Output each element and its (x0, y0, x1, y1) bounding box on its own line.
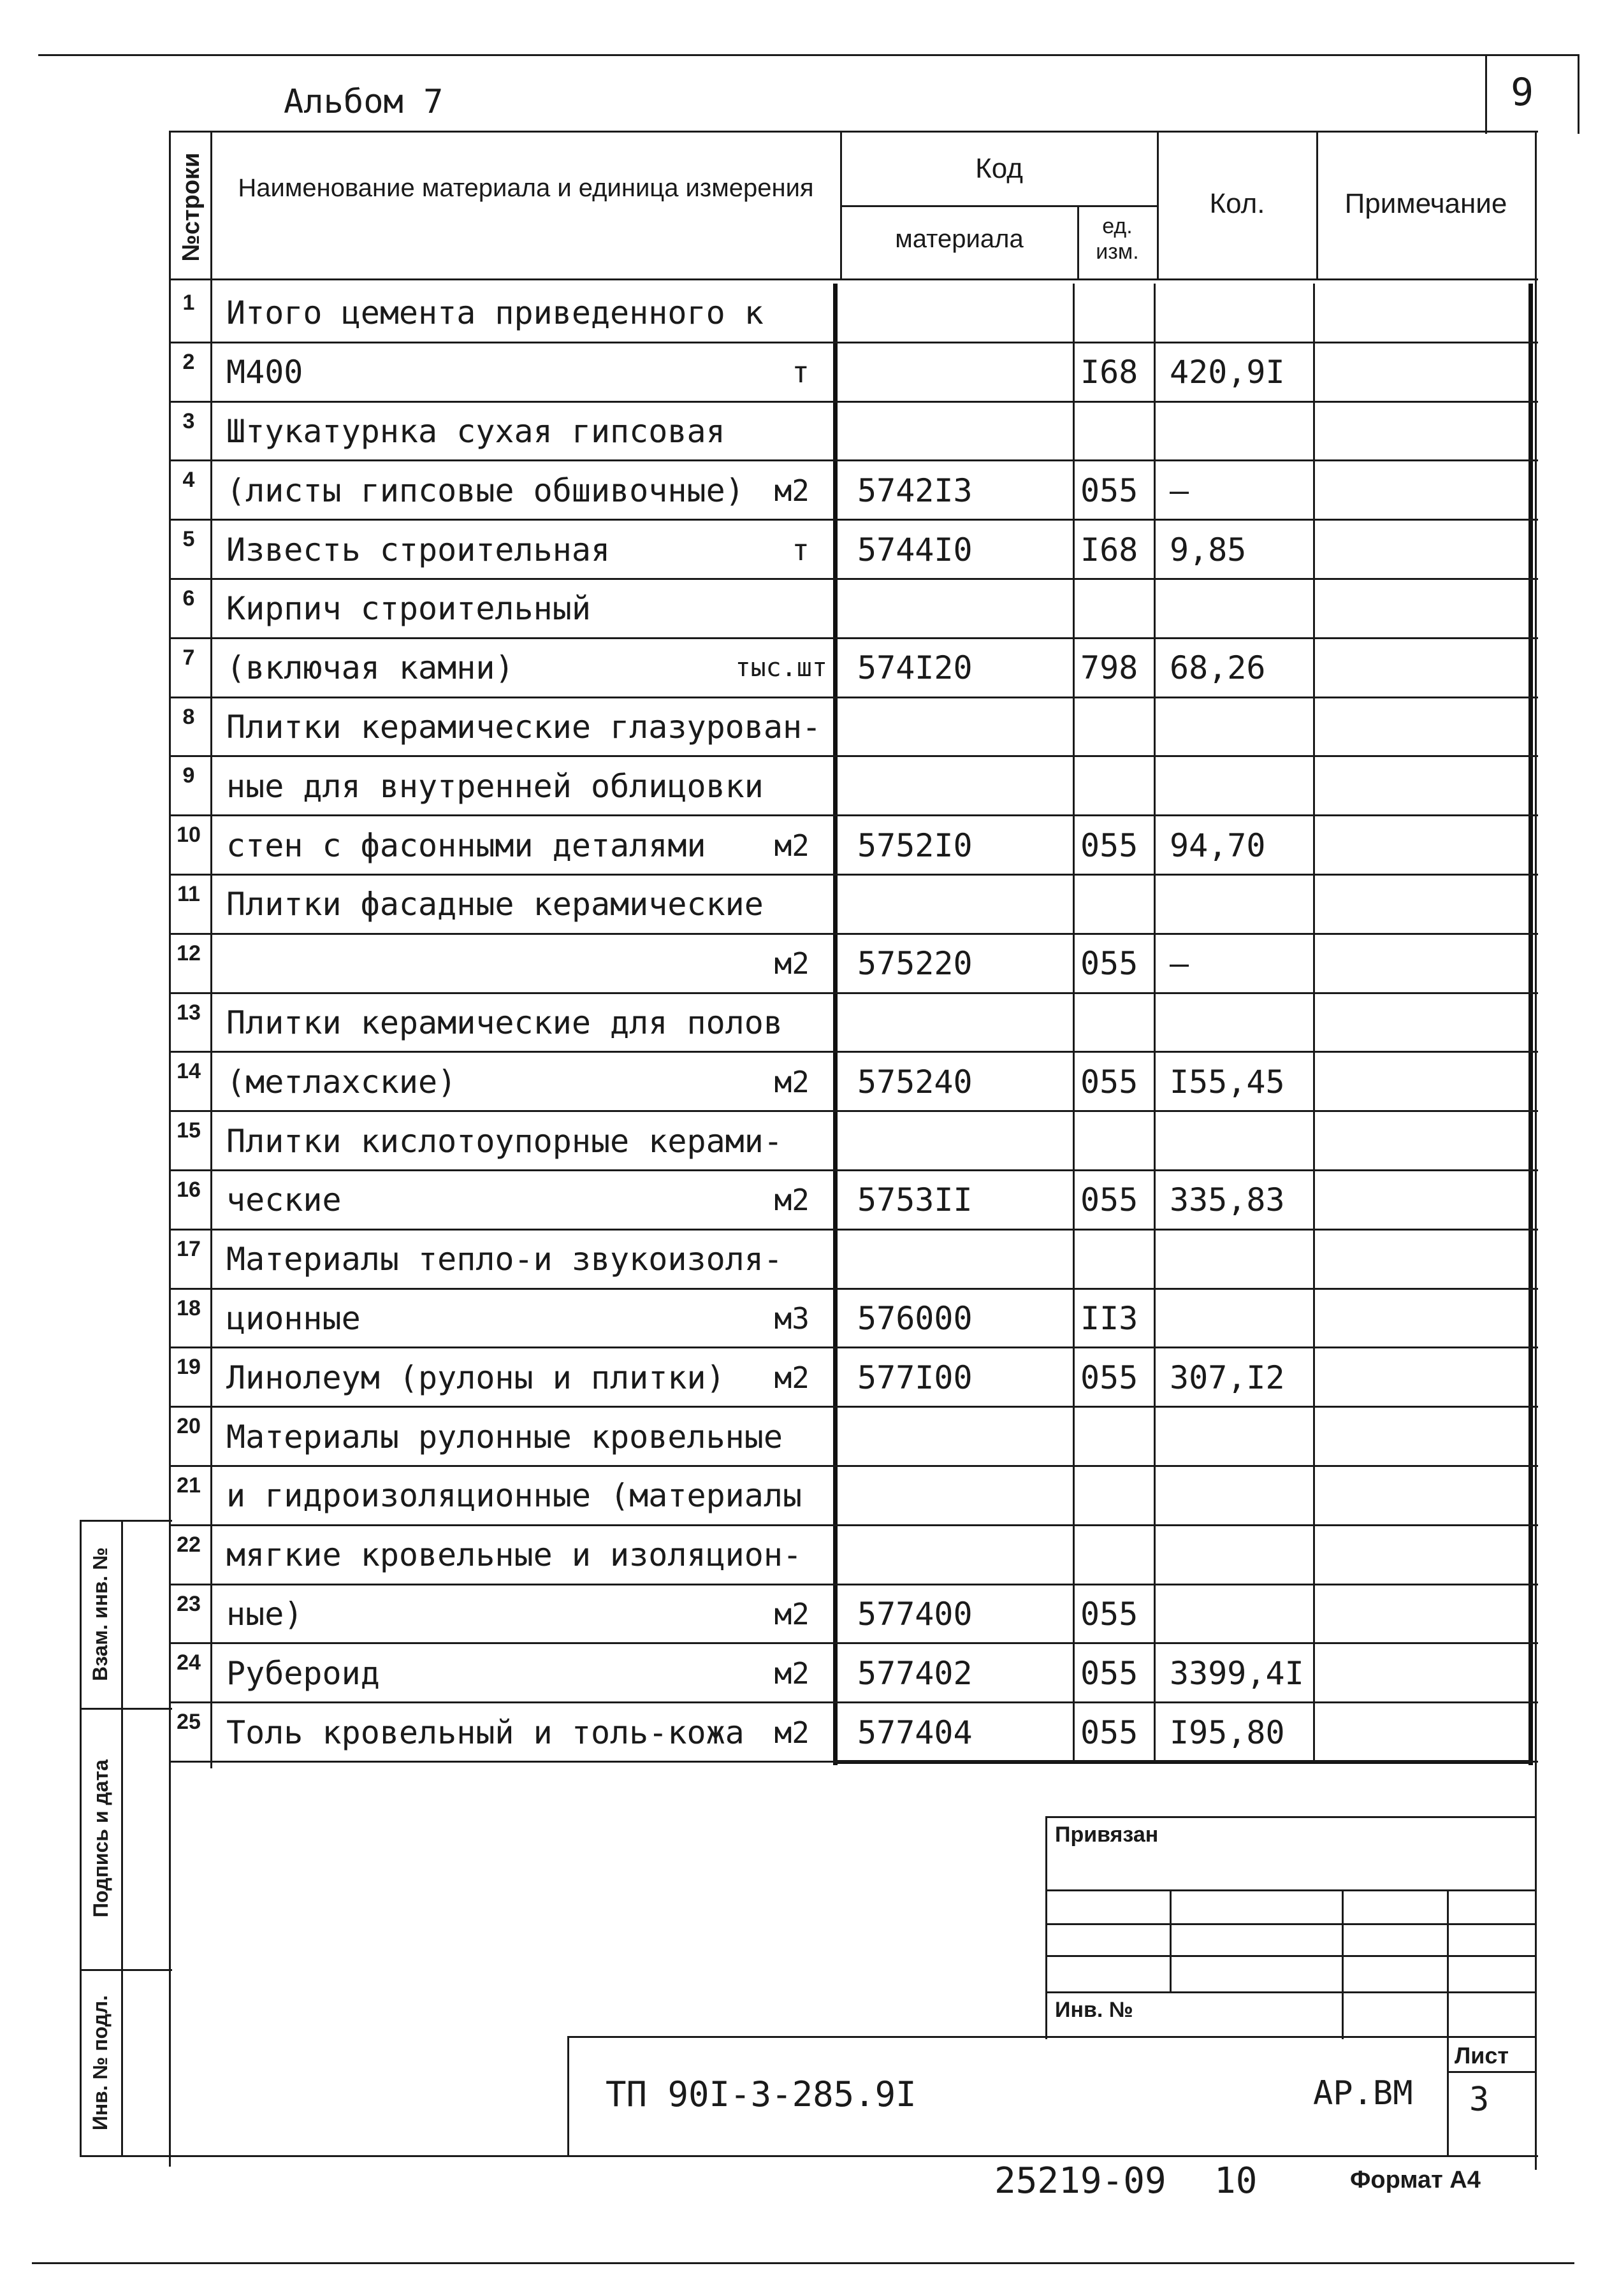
row-divider (169, 1288, 1538, 1290)
bound-top-line (1045, 1816, 1536, 1818)
row-divider (169, 578, 1538, 580)
sheet-label: Лист (1455, 2042, 1509, 2069)
bound-col-3 (1447, 1889, 1449, 2039)
row-divider (169, 1347, 1538, 1348)
qty-header: Кол. (1209, 188, 1265, 219)
material-code: 576000 (857, 1300, 973, 1337)
material-name: Толь кровельный и толь-кожа (226, 1714, 744, 1751)
top-border (38, 54, 1579, 56)
code-subheader-line (840, 205, 1159, 207)
material-code: 575220 (857, 945, 973, 982)
material-name: Известь строительная (226, 531, 611, 568)
material-name: ные) (226, 1596, 303, 1633)
row-divider (169, 814, 1538, 816)
quantity: 420,9I (1170, 354, 1285, 391)
unit-code: I68 (1080, 531, 1138, 568)
row-divider (169, 342, 1538, 343)
right-border (1535, 131, 1537, 2170)
title-main-top (567, 2036, 1536, 2038)
row-number: 25 (177, 1710, 201, 1734)
section-code: АР.ВМ (1313, 2074, 1413, 2112)
material-name: (листы гипсовые обшивочные) (226, 472, 744, 509)
quantity: 3399,4I (1170, 1655, 1304, 1692)
material-name: Штукатурнка сухая гипсовая (226, 413, 725, 450)
material-name: Плитки кислотоупорные керами- (226, 1123, 783, 1160)
unit-of-measure: тыс.шт (735, 653, 827, 682)
row-number: 21 (177, 1473, 201, 1498)
bound-grid-4 (1045, 1991, 1536, 1993)
material-code: 575240 (857, 1064, 973, 1101)
row-divider (169, 459, 1538, 461)
stamp-line-3 (80, 1969, 172, 1971)
row-number: 17 (177, 1237, 201, 1261)
material-code: 5744I0 (857, 531, 973, 568)
row-divider (169, 1584, 1538, 1585)
inv-no-label: Инв. № (1055, 1998, 1133, 2022)
header-bottom-line (169, 278, 1538, 280)
row-divider (169, 1169, 1538, 1171)
material-name: Итого цемента приведенного к (226, 294, 764, 331)
row-divider (169, 992, 1538, 994)
format-label: Формат А4 (1350, 2167, 1481, 2193)
header-top-line (169, 131, 1538, 133)
copy-number: 10 (1214, 2160, 1258, 2202)
material-code: 577400 (857, 1596, 973, 1633)
unit-of-measure: м2 (774, 1065, 810, 1099)
material-code: 577402 (857, 1655, 973, 1692)
row-divider (169, 697, 1538, 698)
row-divider (169, 1761, 1538, 1763)
material-code: 5752I0 (857, 827, 973, 864)
row-number: 13 (177, 1000, 201, 1025)
material-name: Линолеум (рулоны и плитки) (226, 1359, 725, 1396)
row-number: 16 (177, 1178, 201, 1202)
row-number: 4 (182, 468, 195, 492)
order-number: 25219-09 (994, 2160, 1166, 2202)
stamp-top-line (80, 1520, 172, 1522)
material-name: и гидроизоляционные (материалы (226, 1477, 802, 1514)
material-name: (метлахские) (226, 1064, 457, 1101)
row-divider (169, 933, 1538, 935)
row-divider (169, 1524, 1538, 1526)
quantity: 9,85 (1170, 531, 1247, 568)
stamp-line-2 (80, 1708, 172, 1710)
quantity: I95,80 (1170, 1714, 1285, 1751)
material-name: Материалы рулонные кровельные (226, 1419, 783, 1455)
row-number: 1 (182, 291, 195, 315)
material-code: 577404 (857, 1714, 973, 1751)
row-divider (169, 1701, 1538, 1703)
thick-left-line (833, 284, 838, 1765)
album-label: Альбом 7 (284, 83, 444, 121)
row-number: 19 (177, 1355, 201, 1379)
quantity: I55,45 (1170, 1064, 1285, 1101)
note-header: Примечание (1344, 188, 1507, 219)
material-code: 577I00 (857, 1359, 973, 1396)
unit-of-measure: м2 (774, 1656, 810, 1691)
row-number: 8 (182, 705, 195, 729)
bound-col-1 (1170, 1889, 1172, 1991)
row-divider (169, 874, 1538, 876)
quantity: — (1170, 472, 1189, 509)
unit-of-measure: т (792, 355, 810, 389)
unit-code: 055 (1080, 1596, 1138, 1633)
row-number: 10 (177, 823, 201, 847)
qty-col-line (1154, 284, 1156, 1762)
right-border-top (1578, 54, 1579, 134)
material-name: ческие (226, 1181, 342, 1218)
stamp-left-line (80, 1520, 82, 2157)
unit-code-header: ед. изм. (1096, 214, 1139, 264)
thick-right-line (1528, 284, 1533, 1765)
bound-grid-1 (1045, 1889, 1536, 1891)
page-number: 9 (1511, 70, 1534, 115)
quantity: 307,I2 (1170, 1359, 1285, 1396)
rownum-divider (210, 131, 212, 1768)
unit-code: 798 (1080, 649, 1138, 686)
quantity: 68,26 (1170, 649, 1266, 686)
material-name: ционные (226, 1300, 361, 1337)
quantity: 335,83 (1170, 1181, 1285, 1218)
material-name: Рубероид (226, 1655, 380, 1692)
row-number: 20 (177, 1414, 201, 1438)
bound-col-2 (1342, 1889, 1344, 2039)
bottom-rule (32, 2262, 1574, 2264)
row-number-header: №строки (178, 152, 205, 262)
unit-code: 055 (1080, 1359, 1138, 1396)
bound-grid-2 (1045, 1923, 1536, 1925)
unit-code: 055 (1080, 827, 1138, 864)
material-name: Материалы тепло-и звукоизоля- (226, 1241, 783, 1278)
stamp-inv-replace: Взам. инв. № (89, 1547, 112, 1681)
row-divider (169, 1642, 1538, 1644)
row-number: 7 (182, 646, 195, 670)
row-divider (169, 1051, 1538, 1053)
title-bottom-line (169, 2155, 1538, 2157)
unit-code: 055 (1080, 1655, 1138, 1692)
material-name: Кирпич строительный (226, 590, 591, 627)
note-col-line (1313, 284, 1315, 1762)
unit-of-measure: м2 (774, 1361, 810, 1395)
row-number: 5 (182, 527, 195, 551)
row-number: 3 (182, 409, 195, 433)
material-code-header: материала (895, 225, 1024, 253)
material-name: Плитки керамические глазурован- (226, 709, 822, 746)
unit-of-measure: м2 (774, 828, 810, 863)
unit-of-measure: м2 (774, 946, 810, 981)
row-number: 18 (177, 1296, 201, 1320)
quantity: — (1170, 945, 1189, 982)
row-number: 24 (177, 1650, 201, 1675)
unit-code: 055 (1080, 945, 1138, 982)
unit-of-measure: м3 (774, 1301, 810, 1336)
row-divider (169, 1406, 1538, 1408)
material-code: 574I20 (857, 649, 973, 686)
sheet-number: 3 (1469, 2081, 1490, 2119)
row-number: 23 (177, 1592, 201, 1616)
stamp-bottom-line (80, 2155, 172, 2157)
row-number: 15 (177, 1118, 201, 1143)
unit-code: II3 (1080, 1300, 1138, 1337)
bound-grid-3 (1045, 1955, 1536, 1957)
sheet-col-line (1447, 2036, 1449, 2157)
row-number: 22 (177, 1533, 201, 1557)
row-divider (169, 401, 1538, 403)
stamp-mid-line (121, 1520, 123, 2157)
row-number: 14 (177, 1059, 201, 1083)
unit-of-measure: т (792, 533, 810, 567)
unit-code: 055 (1080, 1064, 1138, 1101)
stamp-sign-date: Подпись и дата (89, 1759, 112, 1917)
unit-of-measure: м2 (774, 1715, 810, 1750)
unit-code: 055 (1080, 1181, 1138, 1218)
unit-of-measure: м2 (774, 1183, 810, 1217)
material-name: мягкие кровельные и изоляцион- (226, 1536, 802, 1573)
unit-code: 055 (1080, 472, 1138, 509)
stamp-inv-orig: Инв. № подл. (89, 1995, 112, 2131)
ucode-col-line (1073, 284, 1075, 1762)
row-divider (169, 519, 1538, 521)
unit-of-measure: м2 (774, 1597, 810, 1631)
material-code: 5753II (857, 1181, 973, 1218)
row-divider (169, 637, 1538, 639)
name-header: Наименование материала и единица измерения (238, 174, 814, 202)
row-divider (169, 755, 1538, 757)
material-name: ные для внутренней облицовки (226, 768, 764, 805)
unit-code: 055 (1080, 1714, 1138, 1751)
row-divider (169, 1110, 1538, 1112)
bound-label: Привязан (1055, 1823, 1159, 1847)
code-header: Код (975, 153, 1023, 184)
unit-of-measure: м2 (774, 473, 810, 508)
row-number: 9 (182, 763, 195, 788)
row-number: 6 (182, 586, 195, 610)
material-name: стен с фасонными деталями (226, 827, 706, 864)
doc-code: ТП 90I-3-285.9I (606, 2074, 917, 2114)
row-number: 11 (177, 882, 200, 906)
row-divider (169, 1465, 1538, 1467)
title-main-left (567, 2036, 569, 2157)
quantity: 94,70 (1170, 827, 1266, 864)
material-name: Плитки керамические для полов (226, 1004, 783, 1041)
left-border (169, 131, 171, 2167)
unit-code: I68 (1080, 354, 1138, 391)
material-name: М400 (226, 354, 303, 391)
row-number: 12 (177, 941, 201, 965)
page-number-divider (1485, 54, 1487, 134)
material-code: 5742I3 (857, 472, 973, 509)
row-number: 2 (182, 350, 195, 374)
bound-left-line (1045, 1816, 1047, 2039)
material-name: (включая камни) (226, 649, 514, 686)
sheet-label-line (1447, 2071, 1536, 2073)
material-name: Плитки фасадные керамические (226, 886, 764, 923)
row-divider (169, 1229, 1538, 1231)
